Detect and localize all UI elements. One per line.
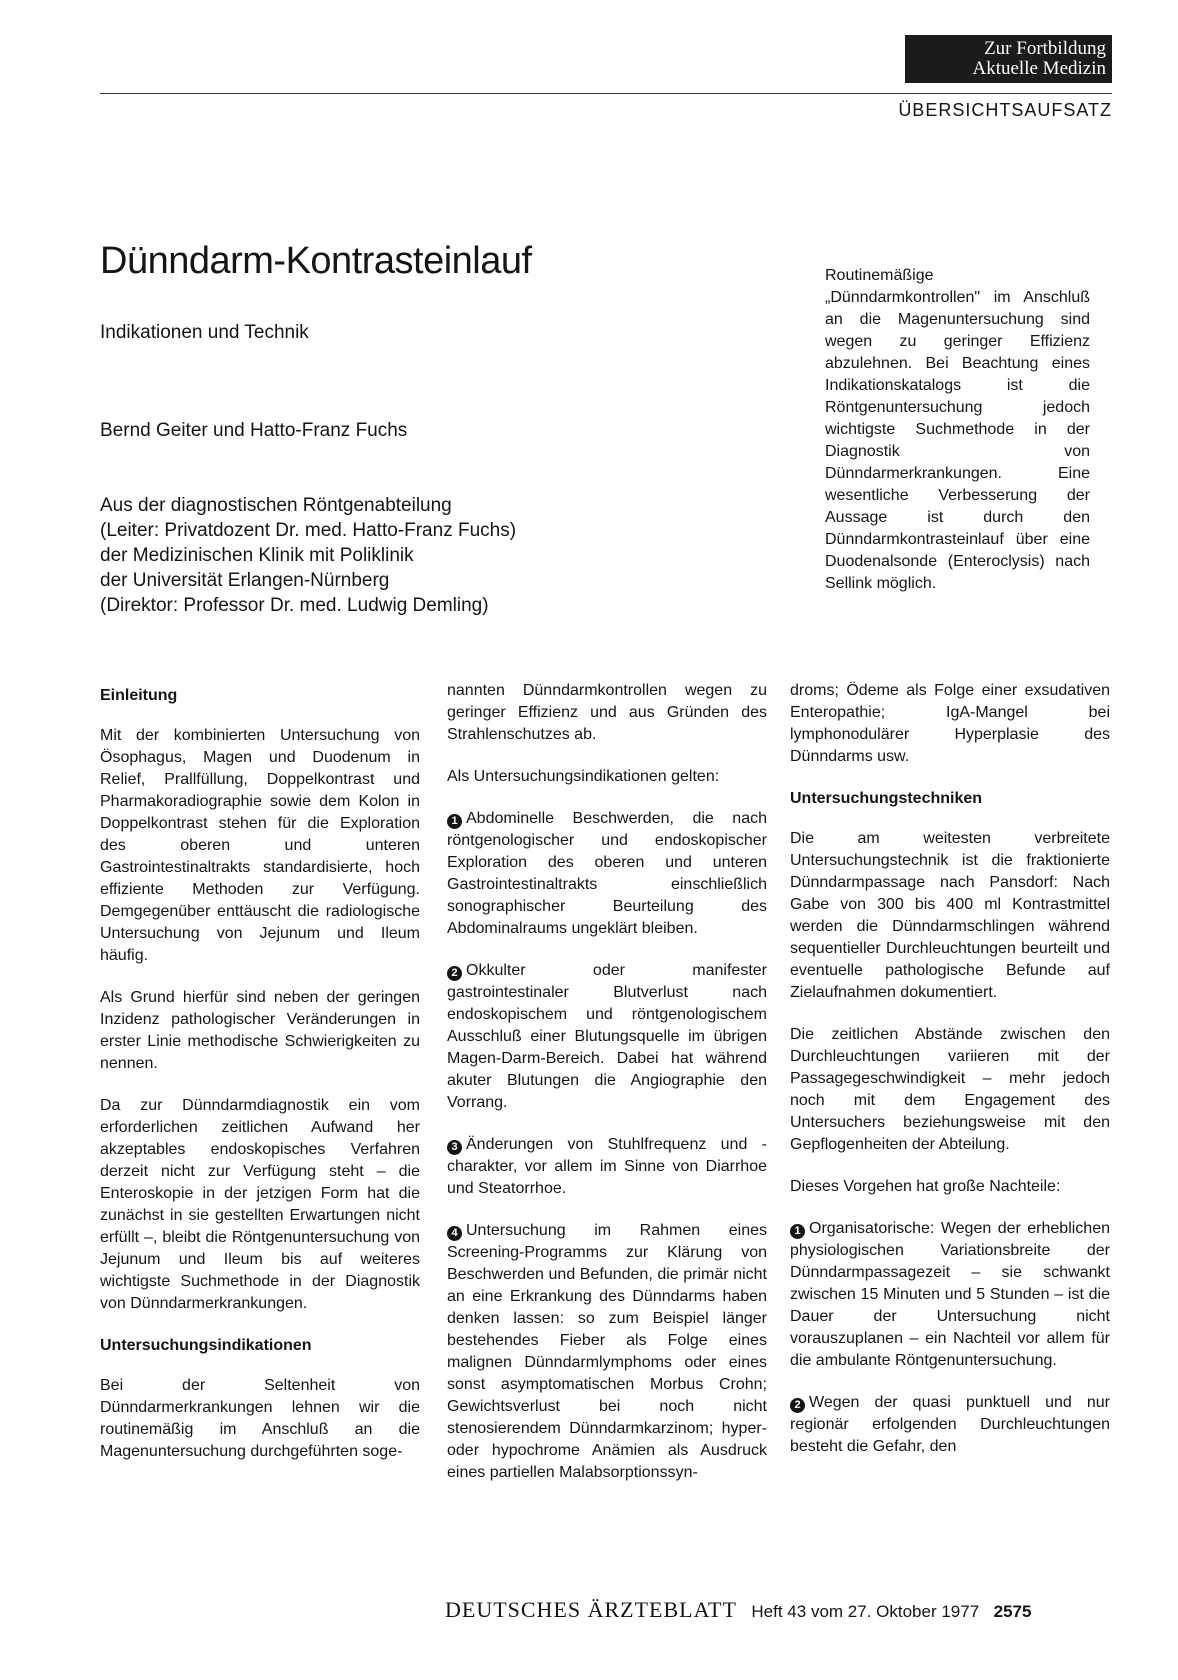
tag-line-2: Aktuelle Medizin (972, 58, 1106, 79)
list-item (447, 1220, 767, 1484)
affiliation-line: der Medizinischen Klinik mit Poliklinik (100, 545, 414, 566)
list-item (447, 1134, 767, 1200)
list-item-text: Abdominelle Beschwerden, die nach röntgenologischer und endoskopischer Exploration des oberen und unteren Gastrointestinaltrakts einschließlich sonographischer Beurteilung des Abdominalraums ungeklärt bleiben. (447, 810, 767, 937)
list-item-text: Wegen der quasi punktuell und nur regionär erfolgenden Durchleuchtungen besteht die Gefahr, den (790, 1394, 1110, 1455)
header-rule (100, 93, 1112, 94)
article-title: Dünndarm-Kontrasteinlauf (100, 240, 532, 282)
paragraph: Die zeitlichen Abstände zwischen den Durchleuchtungen variieren mit der Passagegeschwindigkeit – mehr jedoch noch mit dem Engagement des Untersuchers beziehungsweise mit den Gepflogenheiten der Abteilung. (790, 1026, 1110, 1153)
column-2 (447, 680, 767, 1504)
number-badge: 1 (790, 1224, 805, 1239)
journal-name: DEUTSCHES ÄRZTEBLATT (445, 1597, 737, 1622)
list-item-text: Organisatorische: Wegen der erheblichen physiologischen Variationsbreite der Dünndarmpassagezeit – sie schwankt zwischen 15 Minuten und 5 Stunden – ist die Dauer der Untersuchung nicht vorauszuplanen – ein Nachteil vor allem für die ambulante Röntgenuntersuchung. (790, 1220, 1110, 1369)
paragraph: Dieses Vorgehen hat große Nachteile: (790, 1178, 1061, 1195)
article-subtitle: Indikationen und Technik (100, 322, 309, 343)
affiliation-line: der Universität Erlangen-Nürnberg (100, 570, 390, 591)
column-1 (100, 685, 420, 1483)
affiliation (100, 493, 516, 618)
number-badge: 4 (447, 1226, 462, 1241)
tag-line-1: Zur Fortbildung (984, 38, 1106, 59)
number-badge: 1 (447, 814, 462, 829)
heading-untersuchungsindikationen: Untersuchungsindikationen (100, 1337, 312, 1354)
page-footer (445, 1597, 1031, 1623)
paragraph: nannten Dünndarmkontrollen wegen zu geringer Effizienz und aus Gründen des Strahlenschutzes ab. (447, 682, 767, 743)
paragraph: Mit der kombinierten Untersuchung von Ösophagus, Magen und Duodenum in Relief, Prallfüllung, Doppelkontrast und Pharmakoradiographie sowie dem Kolon in Doppelkontrast stehen für die Exploration des oberen und unteren Gastrointestinaltrakts standardisierte, hoch effiziente Methoden zur Verfügung. Demgegenüber enttäuscht die radiologische Untersuchung von Jejunum und Ileum häufig. (100, 727, 420, 964)
paragraph: Als Grund hierfür sind neben der geringen Inzidenz pathologischer Veränderungen in erster Linie methodische Schwierigkeiten zu nennen. (100, 989, 420, 1072)
number-badge: 2 (790, 1398, 805, 1413)
paragraph: Bei der Seltenheit von Dünndarmerkrankungen lehnen wir die routinemäßig im Anschluß an die Magenuntersuchung durchgeführten soge- (100, 1377, 420, 1460)
list-item-text: Untersuchung im Rahmen eines Screening-Programms zur Klärung von Beschwerden und Befunden, die primär nicht an eine Erkrankung des Dünndarms haben denken lassen: so zum Beispiel länger bestehendes Fieber als Folge eines malignen Dünndarmlymphoms oder eines sonst asymptomatischen Morbus Crohn; Gewichtsverlust bei noch nicht stenosierendem Dünndarmkarzinom; hyper- oder hypochrome Anämien als Ausdruck eines partiellen Malabsorptionssyn- (447, 1222, 767, 1481)
abstract: Routinemäßige „Dünndarmkontrollen" im Anschluß an die Magenuntersuchung sind wegen zu geringer Effizienz abzulehnen. Bei Beachtung eines Indikationskatalogs ist die Röntgenuntersuchung jedoch wichtigste Suchmethode in der Diagnostik von Dünndarmerkrankungen. Eine wesentliche Verbesserung der Aussage ist durch den Dünndarmkontrasteinlauf über eine Duodenalsonde (Enteroclysis) nach Sellink möglich. (825, 267, 1090, 592)
article-authors: Bernd Geiter und Hatto-Franz Fuchs (100, 420, 408, 441)
paragraph: Als Untersuchungsindikationen gelten: (447, 768, 720, 785)
paragraph: droms; Ödeme als Folge einer exsudativen Enteropathie; IgA-Mangel bei lymphonodulärer Hyperplasie des Dünndarms usw. (790, 682, 1110, 765)
list-item (447, 808, 767, 940)
section-tag (905, 35, 1112, 83)
number-badge: 3 (447, 1140, 462, 1155)
column-3 (790, 680, 1110, 1478)
list-item (447, 960, 767, 1114)
page-number: 2575 (993, 1602, 1032, 1621)
issue-info: Heft 43 vom 27. Oktober 1977 (751, 1602, 980, 1621)
list-item (790, 1218, 1110, 1372)
section-label: ÜBERSICHTSAUFSATZ (898, 100, 1112, 120)
heading-einleitung: Einleitung (100, 687, 178, 704)
list-item-text: Okkulter oder manifester gastrointestinaler Blutverlust nach endoskopischem und röntgenologischem Ausschluß einer Blutungsquelle im übrigen Magen-Darm-Bereich. Dabei hat während akuter Blutungen die Angiographie den Vorrang. (447, 962, 767, 1111)
list-item-text: Änderungen von Stuhlfrequenz und -charakter, vor allem im Sinne von Diarrhoe und Steatorrhoe. (447, 1136, 767, 1197)
paragraph: Die am weitesten verbreitete Untersuchungstechnik ist die fraktionierte Dünndarmpassage nach Pansdorf: Nach Gabe von 300 bis 400 ml Kontrastmittel werden die Dünndarmschlingen während sequentieller Durchleuchtungen beurteilt und eventuelle pathologische Befunde auf Zielaufnahmen dokumentiert. (790, 830, 1110, 1001)
paragraph: Da zur Dünndarmdiagnostik ein vom erforderlichen zeitlichen Aufwand her akzeptables endoskopisches Verfahren derzeit nicht zur Verfügung steht – die Enteroskopie in der jetzigen Form hat die zunächst in sie gestellten Erwartungen nicht erfüllt –, bleibt die Röntgenuntersuchung von Jejunum und Ileum bis auf weiteres wichtigste Suchmethode in der Diagnostik von Dünndarmerkrankungen. (100, 1097, 420, 1312)
affiliation-line: (Direktor: Professor Dr. med. Ludwig Demling) (100, 595, 489, 616)
affiliation-line: (Leiter: Privatdozent Dr. med. Hatto-Franz Fuchs) (100, 520, 517, 541)
number-badge: 2 (447, 966, 462, 981)
list-item (790, 1392, 1110, 1458)
affiliation-line: Aus der diagnostischen Röntgenabteilung (100, 495, 452, 516)
heading-untersuchungstechniken: Untersuchungstechniken (790, 790, 983, 807)
